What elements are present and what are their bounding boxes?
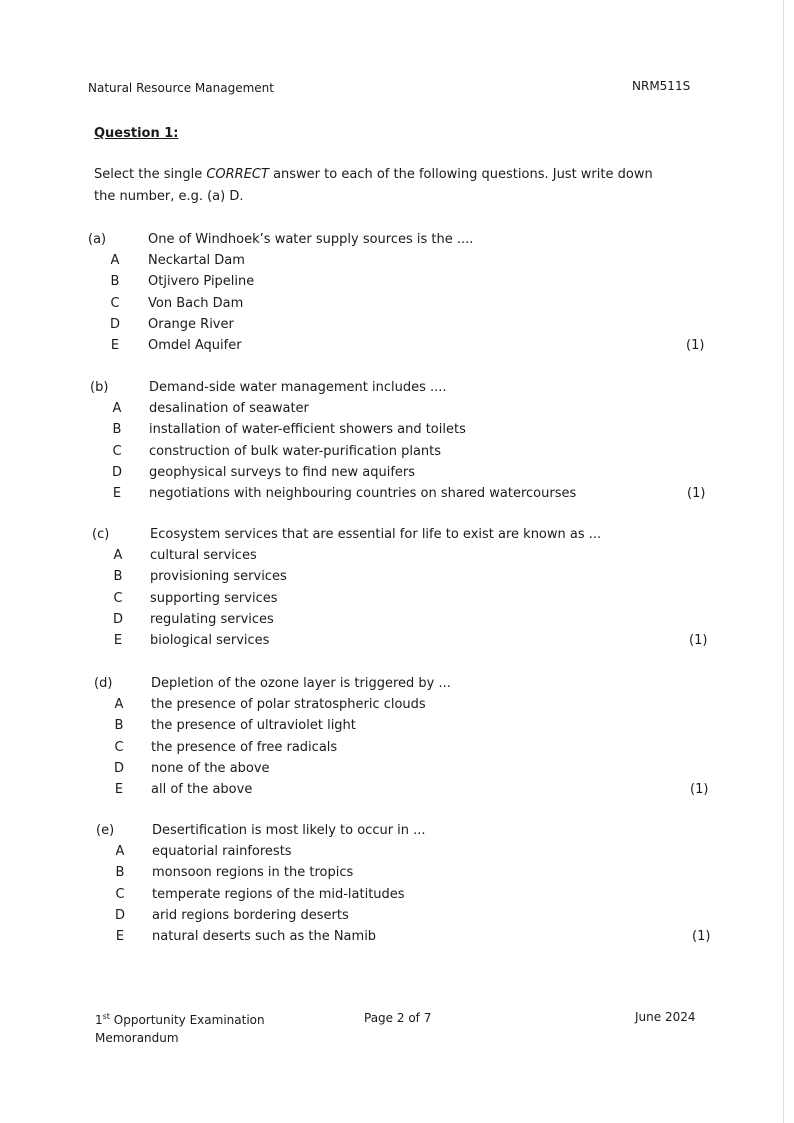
question-marks: (1) bbox=[692, 929, 711, 944]
option-letter: B bbox=[114, 718, 124, 734]
option-text: provisioning services bbox=[150, 569, 287, 585]
option-text: biological services bbox=[150, 633, 270, 648]
question-marks: (1) bbox=[689, 633, 708, 648]
option-letter: E bbox=[110, 338, 120, 353]
page-number: Page 2 of 7 bbox=[364, 1011, 432, 1025]
footer-ordinal-suffix: st bbox=[102, 1012, 110, 1021]
option-text: Otjivero Pipeline bbox=[148, 274, 255, 290]
option-text: natural deserts such as the Namib bbox=[152, 929, 377, 944]
option-text: Omdel Aquifer bbox=[148, 338, 242, 353]
question-label: (b) bbox=[90, 380, 109, 395]
instructions-suffix: answer to each of the following questions. Just write down the number, e.g. (a) D. bbox=[94, 167, 653, 204]
question-text: Demand-side water management includes .... bbox=[149, 380, 447, 395]
course-name: Natural Resource Management bbox=[88, 81, 274, 95]
option-letter: D bbox=[113, 760, 124, 776]
option-text: arid regions bordering deserts bbox=[152, 907, 349, 923]
option-text: Von Bach Dam bbox=[148, 295, 244, 311]
option-letter: D bbox=[109, 316, 120, 332]
option-text: installation of water-efficient showers and toilets bbox=[149, 422, 466, 438]
page-edge-line bbox=[783, 0, 784, 1123]
instructions-emphasis: CORRECT bbox=[206, 167, 269, 182]
option-letter: A bbox=[114, 697, 124, 713]
question-text: Desertification is most likely to occur in ... bbox=[152, 823, 426, 838]
option-letter: E bbox=[112, 486, 122, 501]
footer-exam-text: Opportunity Examination bbox=[109, 1013, 265, 1027]
question-label: (a) bbox=[88, 232, 107, 247]
footer-ordinal-number: 1 bbox=[95, 1013, 103, 1027]
option-letter: B bbox=[113, 569, 123, 585]
question-text: Ecosystem services that are essential for life to exist are known as ... bbox=[150, 527, 602, 542]
option-text: negotiations with neighbouring countries on shared watercourses bbox=[149, 486, 577, 501]
question-marks: (1) bbox=[690, 782, 709, 797]
instructions-prefix: Select the single bbox=[94, 167, 207, 182]
question-text: Depletion of the ozone layer is triggered by ... bbox=[151, 676, 451, 691]
option-text: desalination of seawater bbox=[149, 401, 309, 417]
footer-exam-line bbox=[95, 1011, 265, 1029]
footer-exam-info bbox=[95, 1011, 265, 1047]
question-title: Question 1: bbox=[94, 126, 179, 141]
course-code: NRM511S bbox=[632, 79, 691, 93]
option-text: the presence of ultraviolet light bbox=[151, 718, 356, 734]
option-text: the presence of free radicals bbox=[151, 739, 338, 755]
question-label: (d) bbox=[94, 676, 113, 691]
option-letter: E bbox=[114, 782, 124, 797]
question-text: One of Windhoek’s water supply sources is the .... bbox=[148, 232, 474, 247]
option-text: all of the above bbox=[151, 782, 253, 797]
option-letter: D bbox=[114, 907, 125, 923]
option-letter: B bbox=[115, 865, 125, 881]
question-marks: (1) bbox=[687, 486, 706, 501]
option-letter: A bbox=[113, 548, 123, 564]
option-text: none of the above bbox=[151, 760, 270, 776]
option-text: the presence of polar stratospheric clouds bbox=[151, 697, 426, 713]
option-text: supporting services bbox=[150, 590, 278, 606]
option-text: monsoon regions in the tropics bbox=[152, 865, 354, 881]
option-text: cultural services bbox=[150, 548, 257, 564]
option-letter: C bbox=[114, 739, 124, 755]
question-label: (c) bbox=[92, 527, 110, 542]
option-letter: D bbox=[111, 464, 122, 480]
option-letter: A bbox=[115, 844, 125, 860]
option-text: temperate regions of the mid-latitudes bbox=[152, 886, 405, 902]
option-text: Orange River bbox=[148, 316, 234, 332]
question-label: (e) bbox=[96, 823, 115, 838]
option-letter: E bbox=[113, 633, 123, 648]
option-text: regulating services bbox=[150, 611, 274, 627]
option-letter: C bbox=[112, 443, 122, 459]
option-letter: B bbox=[112, 422, 122, 438]
option-letter: C bbox=[113, 590, 123, 606]
exam-date: June 2024 bbox=[635, 1010, 696, 1024]
option-text: geophysical surveys to find new aquifers bbox=[149, 464, 416, 480]
option-text: equatorial rainforests bbox=[152, 844, 292, 860]
option-letter: E bbox=[115, 929, 125, 944]
option-text: Neckartal Dam bbox=[148, 253, 245, 269]
option-letter: A bbox=[110, 253, 120, 269]
option-text: construction of bulk water-purification plants bbox=[149, 443, 442, 459]
option-letter: A bbox=[112, 401, 122, 417]
option-letter: D bbox=[112, 611, 123, 627]
option-letter: C bbox=[110, 295, 120, 311]
option-letter: C bbox=[115, 886, 125, 902]
footer-memo: Memorandum bbox=[95, 1031, 179, 1045]
option-letter: B bbox=[110, 274, 120, 290]
instructions bbox=[94, 164, 664, 208]
question-marks: (1) bbox=[686, 338, 705, 353]
